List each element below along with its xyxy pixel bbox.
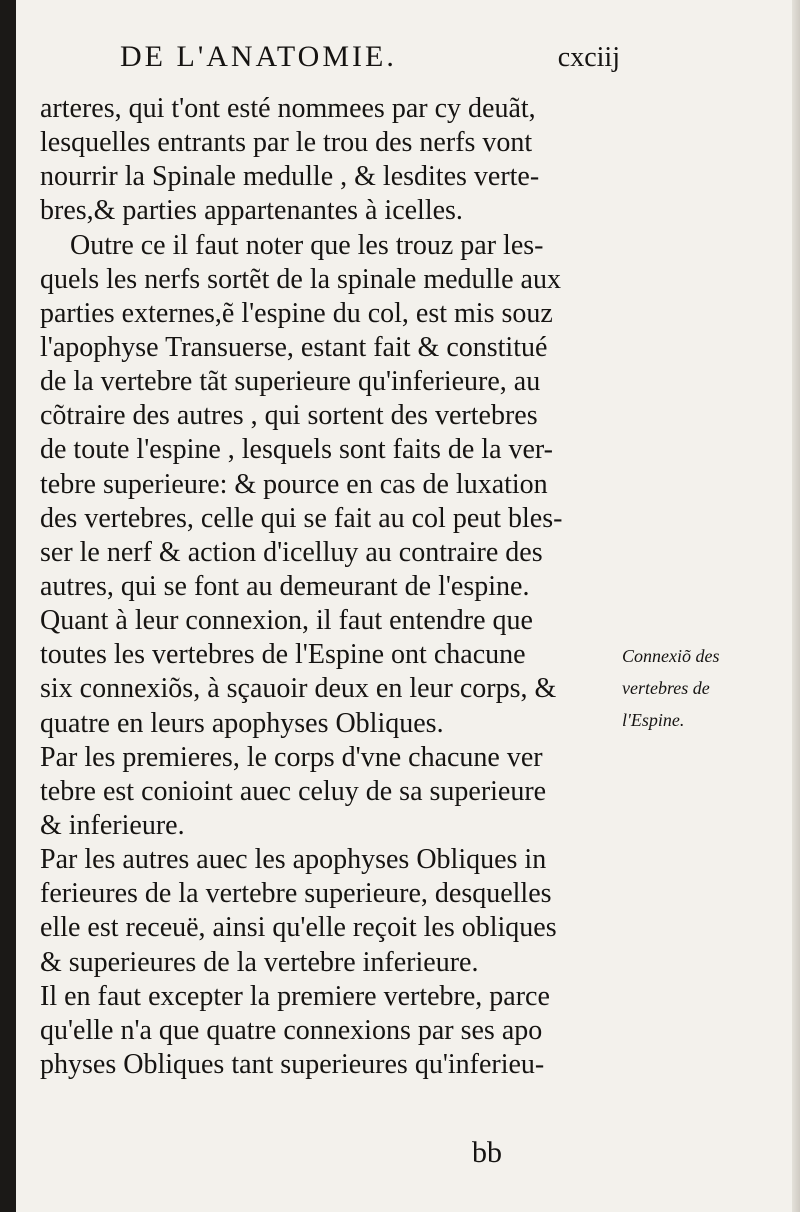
- text-line: des vertebres, celle qui se fait au col peut bles-: [40, 502, 563, 534]
- text-line: qu'elle n'a que quatre connexions par ses apo: [40, 1014, 543, 1046]
- text-line: cõtraire des autres , qui sortent des vertebres: [40, 400, 538, 432]
- text-line: Par les autres auec les apophyses Obliques in: [40, 844, 547, 876]
- text-line: arteres, qui t'ont esté nommees par cy deuãt,: [40, 93, 536, 124]
- text-line: tebre superieure: & pource en cas de luxation: [40, 468, 548, 500]
- margin-note-line: vertebres de: [622, 678, 710, 698]
- text-line: quels les nerfs sortẽt de la spinale medulle aux: [40, 263, 561, 295]
- text-line: Outre ce il faut noter que les trouz par les-: [70, 229, 544, 261]
- text-line: nourrir la Spinale medulle , & lesdites verte-: [40, 161, 540, 193]
- page-header: [120, 40, 620, 90]
- text-line: Il en faut excepter la premiere vertebre, parce: [40, 980, 550, 1012]
- signature-mark: bb: [472, 1136, 502, 1169]
- text-line: Quant à leur connexion, il faut entendre que: [40, 605, 533, 637]
- folio-number: cxciij: [557, 42, 620, 73]
- text-line: toutes les vertebres de l'Espine ont chacune: [40, 639, 526, 671]
- text-line: six connexiõs, à sçauoir deux en leur corps, &: [40, 673, 557, 705]
- text-line: & inferieure.: [40, 809, 185, 841]
- margin-note-line: Connexiõ des: [622, 646, 720, 666]
- text-line: de la vertebre tãt superieure qu'inferieure, au: [40, 366, 541, 398]
- text-line: tebre est conioint auec celuy de sa superieure: [40, 775, 547, 807]
- text-line: physes Obliques tant superieures qu'inferieu-: [40, 1048, 545, 1080]
- text-line: elle est receuë, ainsi qu'elle reçoit les obliques: [40, 912, 557, 944]
- page-edge: [792, 0, 800, 1212]
- text-line: & superieures de la vertebre inferieure.: [40, 946, 479, 978]
- text-line: quatre en leurs apophyses Obliques.: [40, 707, 444, 739]
- text-line: de toute l'espine , lesquels sont faits de la ver-: [40, 434, 554, 466]
- body-text: [40, 92, 640, 1082]
- text-line: bres,& parties appartenantes à icelles.: [40, 195, 463, 227]
- text-line: l'apophyse Transuerse, estant fait & constitué: [40, 331, 548, 363]
- running-title: DE L'ANATOMIE.: [120, 40, 397, 73]
- text-line: ferieures de la vertebre superieure, desquelles: [40, 878, 552, 910]
- text-line: ser le nerf & action d'icelluy au contraire des: [40, 536, 543, 568]
- text-line: Par les premieres, le corps d'vne chacune ver: [40, 741, 543, 773]
- text-line: parties externes,ẽ l'espine du col, est mis souz: [40, 297, 553, 329]
- binding-edge: [0, 0, 16, 1212]
- text-line: autres, qui se font au demeurant de l'espine.: [40, 570, 530, 602]
- margin-note-line: l'Espine.: [622, 710, 685, 730]
- text-line: lesquelles entrants par le trou des nerfs vont: [40, 127, 533, 159]
- margin-note: [622, 640, 772, 736]
